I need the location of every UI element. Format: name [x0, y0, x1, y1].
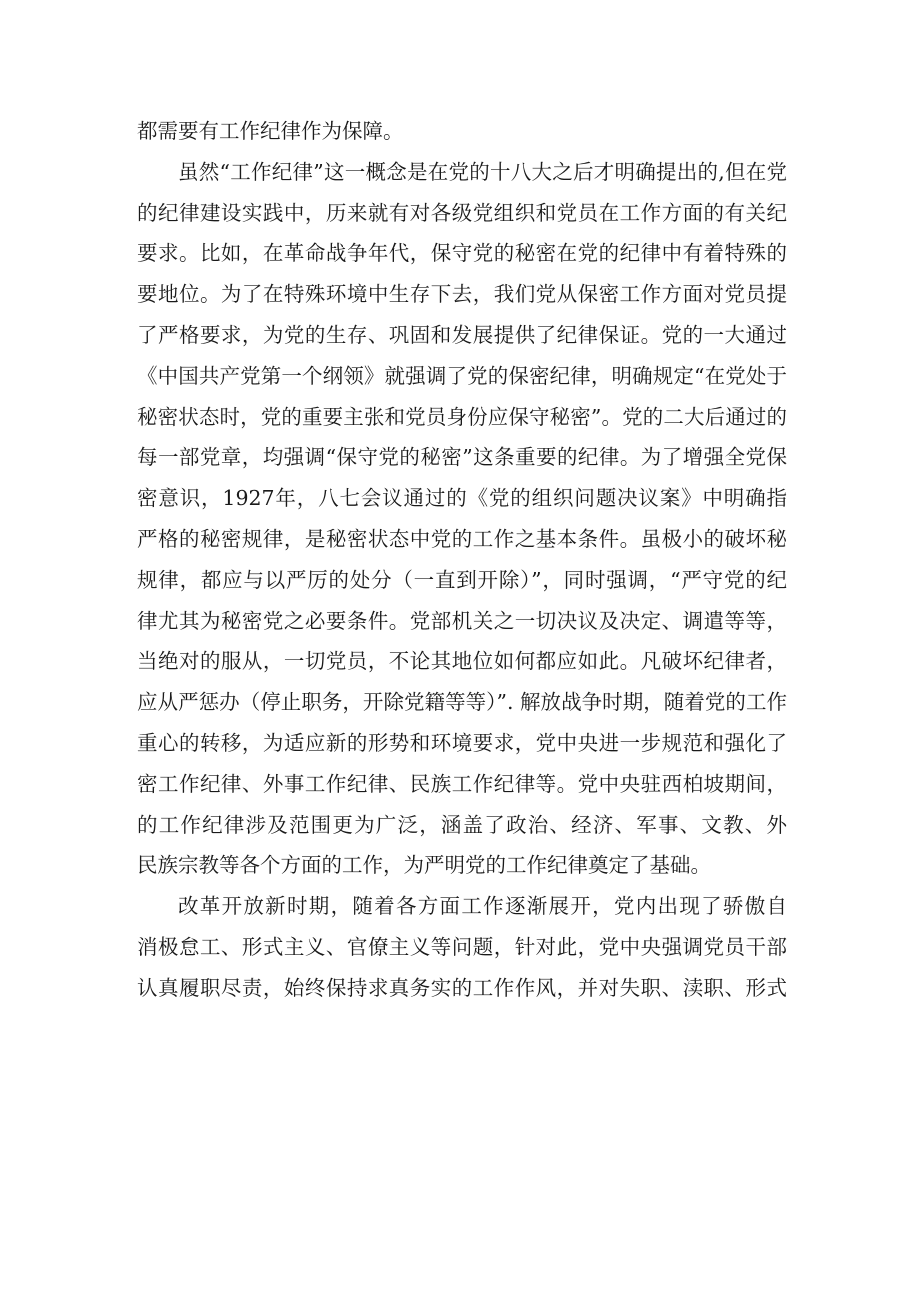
- text-line: 消极怠工、形式主义、官僚主义等问题，针对此，党中央强调党员干部: [137, 934, 787, 959]
- text-line: 当绝对的服从，一切党员，不论其地位如何都应如此。凡破坏纪律者，: [137, 649, 787, 674]
- text-line: 律尤其为秘密党之必要条件。党部机关之一切决议及决定、调遣等等，: [137, 608, 787, 633]
- text-line: 的工作纪律涉及范围更为广泛，涵盖了政治、经济、军事、文教、外: [137, 812, 787, 837]
- text-line: 重心的转移，为适应新的形势和环境要求，党中央进一步规范和强化了: [137, 730, 787, 755]
- text-line: 虽然“工作纪律”这一概念是在党的十八大之后才明确提出的,但在党: [178, 159, 787, 184]
- text-line: 要地位。为了在特殊环境中生存下去，我们党从保密工作方面对党员提: [137, 282, 787, 307]
- text-line: 秘密状态时，党的重要主张和党员身份应保守秘密”。党的二大后通过的: [137, 404, 787, 429]
- text-line: 密意识，1927年，八七会议通过的《党的组织问题决议案》中明确指: [137, 486, 787, 511]
- text-line: 民族宗教等各个方面的工作，为严明党的工作纪律奠定了基础。: [137, 853, 711, 878]
- text-line: 要求。比如，在革命战争年代，保守党的秘密在党的纪律中有着特殊的: [137, 241, 787, 266]
- text-line: 密工作纪律、外事工作纪律、民族工作纪律等。党中央驻西柏坡期间，: [137, 771, 787, 796]
- text-line: 改革开放新时期，随着各方面工作逐渐展开，党内出现了骄傲自: [178, 894, 787, 919]
- text-line: 应从严惩办（停止职务，开除党籍等等）”. 解放战争时期，随着党的工作: [137, 690, 787, 715]
- body-text: [137, 111, 787, 1009]
- text-line: 规律，都应与以严厉的处分（一直到开除）”，同时强调，“严守党的纪: [137, 567, 787, 592]
- text-line: 了严格要求，为党的生存、巩固和发展提供了纪律保证。党的一大通过: [137, 322, 787, 347]
- text-line: 的纪律建设实践中，历来就有对各级党组织和党员在工作方面的有关纪: [137, 200, 787, 225]
- text-line: 认真履职尽责，始终保持求真务实的工作作风，并对失职、渎职、形式: [137, 975, 787, 1000]
- paragraph: [137, 886, 787, 1008]
- paragraph: [137, 111, 787, 152]
- text-line: 严格的秘密规律，是秘密状态中党的工作之基本条件。虽极小的破坏秘: [137, 526, 787, 551]
- text-line: 《中国共产党第一个纲领》就强调了党的保密纪律，明确规定“在党处于: [137, 363, 787, 388]
- paragraph: [137, 152, 787, 886]
- text-line: 每一部党章，均强调“保守党的秘密”这条重要的纪律。为了增强全党保: [137, 445, 787, 470]
- text-line: 都需要有工作纪律作为保障。: [137, 119, 404, 143]
